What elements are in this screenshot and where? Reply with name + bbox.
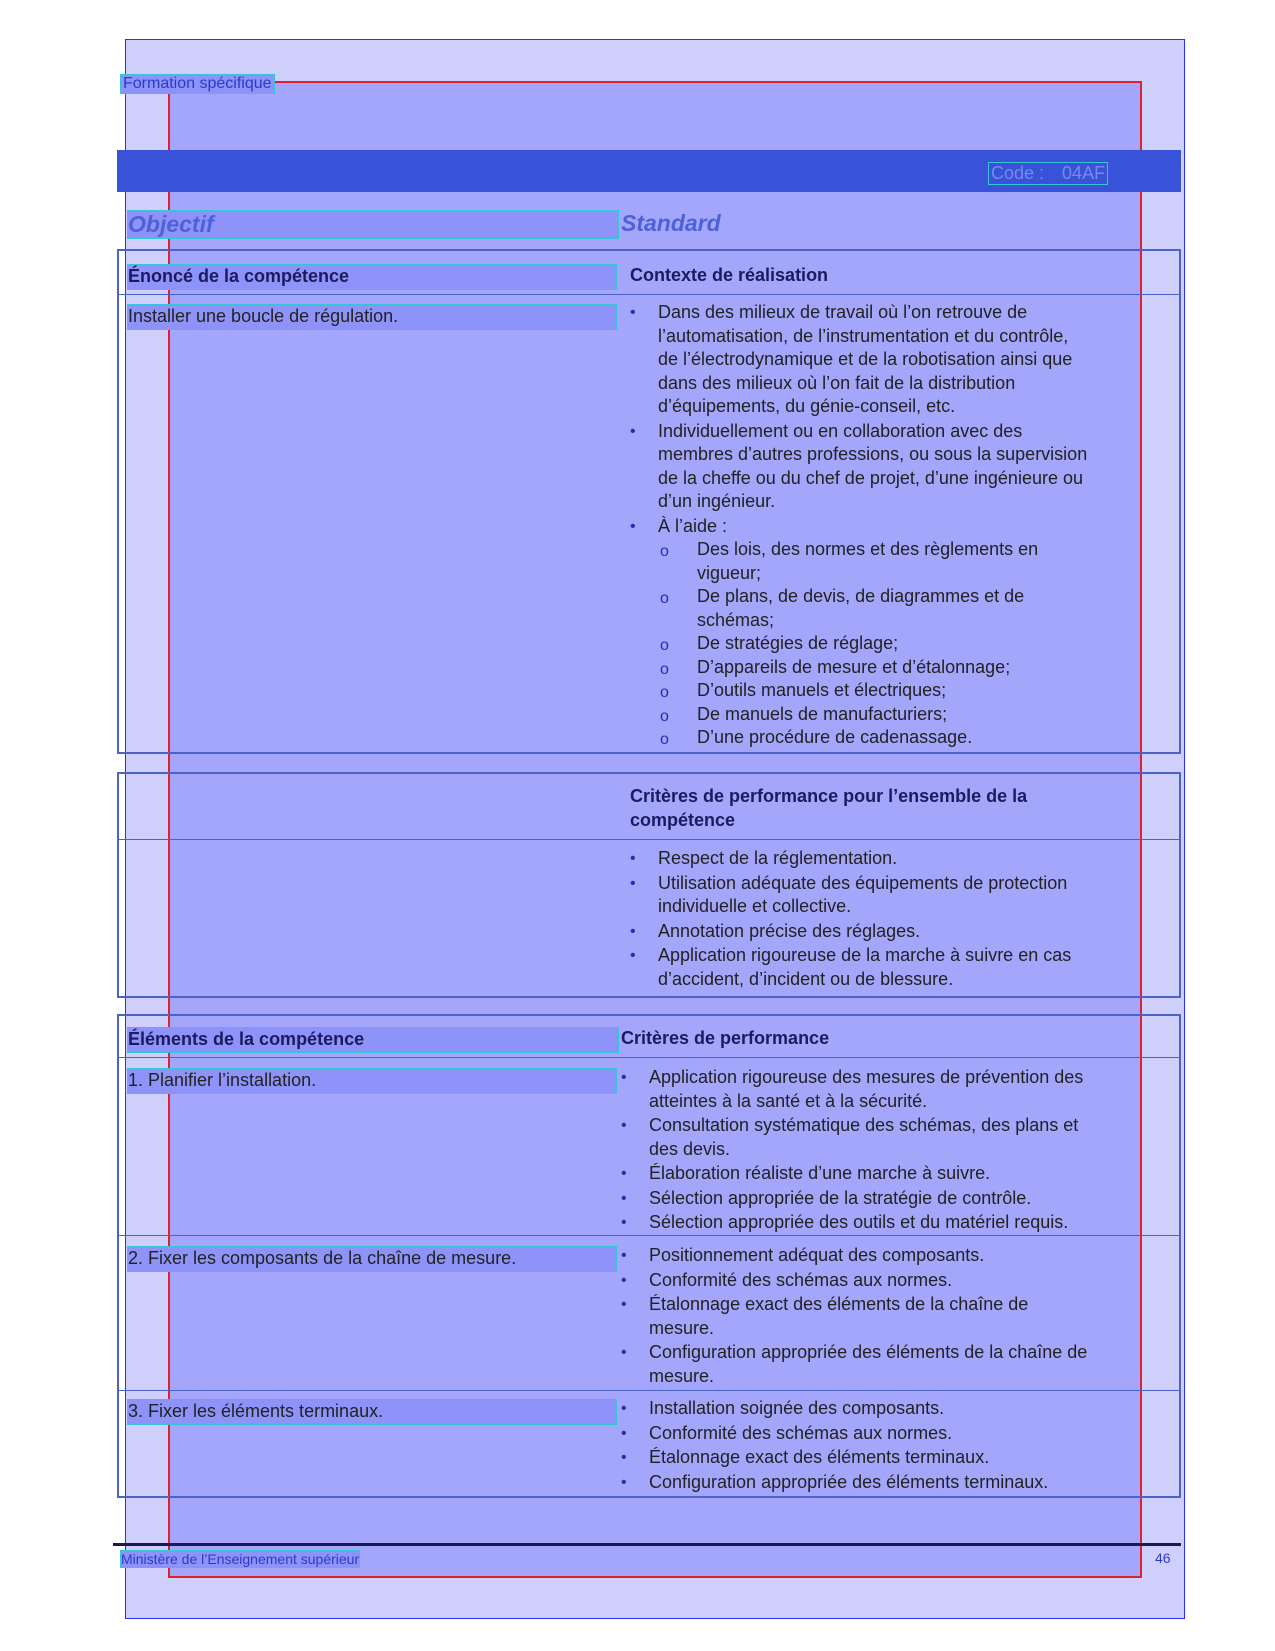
bullet-icon: • — [621, 1449, 627, 1466]
contexte-item-line: l’automatisation, de l’instrumentation et du contrôle, — [658, 325, 1069, 346]
ensemble-critere-line: Application rigoureuse de la marche à suivre en cas — [658, 945, 1072, 965]
critere-performance-line: atteintes à la santé et à la sécurité. — [649, 1090, 928, 1111]
aide-item-line: D’outils manuels et électriques; — [697, 680, 947, 700]
bullet-icon: • — [630, 517, 636, 535]
critere-performance — [649, 1269, 952, 1293]
critere-performance-line: Application rigoureuse des mesures de prévention des — [649, 1067, 1084, 1087]
contexte-item-line: de l’électrodynamique et de la robotisation ainsi que — [658, 349, 1073, 369]
bullet-icon: • — [621, 1296, 627, 1313]
bullet-icon: • — [630, 947, 636, 964]
row-divider — [117, 839, 1181, 840]
ensemble-critere — [658, 944, 1071, 991]
aide-item — [697, 538, 1038, 585]
sub-bullet-icon: o — [660, 543, 669, 560]
aide-item-line: vigueur; — [697, 562, 762, 583]
row-divider — [117, 1390, 1181, 1391]
row-divider — [117, 1057, 1181, 1058]
critere-performance-line: Positionnement adéquat des composants. — [649, 1245, 985, 1265]
critere-performance-line: Consultation systématique des schémas, des plans et — [649, 1115, 1079, 1135]
bullet-icon: • — [621, 1069, 627, 1086]
critere-performance — [649, 1422, 952, 1446]
critere-performance-line: Étalonnage exact des éléments de la chaîne de — [649, 1294, 1029, 1314]
page-number: 46 — [1155, 1550, 1171, 1566]
bullet-icon: • — [621, 1165, 627, 1182]
critere-performance-line: Conformité des schémas aux normes. — [649, 1269, 953, 1290]
criteres-header: Critères de performance — [621, 1028, 830, 1048]
aide-item-line: De manuels de manufacturiers; — [697, 703, 948, 724]
aide-item-line: D’appareils de mesure et d’étalonnage; — [697, 656, 1011, 677]
ensemble-critere-line: Annotation précise des réglages. — [658, 920, 921, 941]
sub-bullet-icon: o — [660, 731, 669, 748]
contexte-item-line: de la cheffe ou du chef de projet, d’une ingénieure ou — [658, 467, 1083, 488]
ensemble-header-line: compétence — [630, 809, 736, 830]
critere-performance — [649, 1471, 1048, 1495]
aide-item-line: D’une procédure de cadenassage. — [697, 727, 973, 747]
bullet-icon: • — [621, 1214, 627, 1231]
bullet-icon: • — [621, 1247, 627, 1264]
contexte-item-line: À l’aide : — [658, 515, 728, 536]
critere-performance-line: Sélection appropriée des outils et du matériel requis. — [649, 1212, 1069, 1232]
aide-item — [697, 679, 946, 703]
critere-performance-line: Élaboration réaliste d’une marche à suivre. — [649, 1163, 991, 1183]
ensemble-critere — [658, 847, 897, 871]
aide-item-line: De stratégies de réglage; — [697, 633, 899, 653]
element-competence: 3. Fixer les éléments terminaux. — [127, 1399, 617, 1425]
ensemble-critere-line: Utilisation adéquate des équipements de protection — [658, 872, 1068, 893]
aide-item — [697, 726, 972, 750]
aide-item — [697, 632, 898, 656]
aide-item-line: De plans, de devis, de diagrammes et de — [697, 586, 1025, 606]
bullet-icon: • — [621, 1271, 627, 1289]
bullet-icon: • — [621, 1117, 627, 1134]
aide-item-line: Des lois, des normes et des règlements en — [697, 539, 1039, 559]
critere-performance-line: mesure. — [649, 1317, 715, 1338]
footer-ministry: Ministère de l’Enseignement supérieur — [121, 1551, 360, 1567]
critere-performance — [649, 1066, 1083, 1113]
critere-performance — [649, 1211, 1068, 1235]
aide-item — [697, 656, 1010, 680]
sub-bullet-icon: o — [660, 684, 669, 701]
critere-performance — [649, 1162, 990, 1186]
standard-heading: Standard — [621, 210, 721, 236]
bullet-icon: • — [630, 304, 636, 321]
footer-rule — [113, 1543, 1181, 1546]
aide-item — [697, 585, 1024, 632]
critere-performance-line: Configuration appropriée des éléments terminaux. — [649, 1471, 1049, 1492]
program-header: Formation spécifique — [120, 74, 275, 94]
elements-header: Éléments de la compétence — [127, 1027, 619, 1053]
critere-performance-line: mesure. — [649, 1365, 715, 1386]
ensemble-header-line: Critères de performance pour l’ensemble de la — [630, 786, 1028, 806]
sub-bullet-icon: o — [660, 660, 669, 678]
ensemble-critere-line: Respect de la réglementation. — [658, 848, 898, 868]
code-label: Code : — [991, 163, 1045, 183]
objectif-heading: Objectif — [127, 210, 619, 239]
aide-item — [697, 703, 947, 727]
critere-performance — [649, 1244, 984, 1268]
contexte-item-line: Individuellement ou en collaboration avec des — [658, 420, 1023, 441]
code-value: 04AF — [1062, 163, 1106, 183]
critere-performance — [649, 1341, 1087, 1388]
ensemble-header — [630, 785, 1027, 832]
critere-performance-line: Configuration appropriée des éléments de la chaîne de — [649, 1342, 1088, 1362]
bullet-icon: • — [630, 850, 636, 867]
ensemble-critere-line: individuelle et collective. — [658, 896, 852, 916]
critere-performance — [649, 1397, 944, 1421]
bullet-icon: • — [621, 1344, 627, 1361]
competence-enonce: Installer une boucle de régulation. — [127, 304, 617, 330]
critere-performance-line: Conformité des schémas aux normes. — [649, 1422, 953, 1443]
ensemble-critere-line: d’accident, d’incident ou de blessure. — [658, 968, 954, 989]
critere-performance-line: Étalonnage exact des éléments terminaux. — [649, 1447, 990, 1467]
element-competence: 1. Planifier l’installation. — [127, 1068, 617, 1094]
bullet-icon: • — [621, 1189, 627, 1207]
bullet-icon: • — [630, 874, 636, 892]
bullet-icon: • — [621, 1424, 627, 1442]
contexte-item-line: membres d’autres professions, ou sous la supervision — [658, 444, 1088, 464]
competency-code — [988, 162, 1108, 185]
aide-item-line: schémas; — [697, 609, 775, 630]
critere-performance — [649, 1187, 1031, 1211]
contexte-item-line: d’équipements, du génie-conseil, etc. — [658, 396, 956, 416]
bullet-icon: • — [621, 1400, 627, 1417]
contexte-item-line: Dans des milieux de travail où l’on retrouve de — [658, 302, 1028, 322]
critere-performance — [649, 1114, 1078, 1161]
critere-performance-line: Installation soignée des composants. — [649, 1398, 945, 1418]
enonce-header: Énoncé de la compétence — [127, 264, 617, 290]
critere-performance — [649, 1446, 989, 1470]
bullet-icon: • — [630, 422, 636, 440]
sub-bullet-icon: o — [660, 707, 669, 725]
contexte-item — [658, 515, 727, 539]
ensemble-critere — [658, 920, 920, 944]
bullet-icon: • — [621, 1473, 627, 1491]
bullet-icon: • — [630, 922, 636, 940]
contexte-item-line: dans des milieux où l’on fait de la distribution — [658, 372, 1016, 393]
critere-performance — [649, 1293, 1028, 1340]
contexte-item — [658, 420, 1087, 514]
sub-bullet-icon: o — [660, 590, 669, 607]
row-divider — [117, 1235, 1181, 1236]
ensemble-critere — [658, 872, 1067, 919]
contexte-item — [658, 301, 1072, 419]
critere-performance-line: Sélection appropriée de la stratégie de contrôle. — [649, 1187, 1032, 1208]
row-divider — [117, 294, 1181, 295]
sub-bullet-icon: o — [660, 637, 669, 654]
element-competence: 2. Fixer les composants de la chaîne de mesure. — [127, 1246, 617, 1272]
contexte-header: Contexte de réalisation — [630, 265, 829, 285]
contexte-item-line: d’un ingénieur. — [658, 491, 776, 511]
critere-performance-line: des devis. — [649, 1138, 731, 1159]
